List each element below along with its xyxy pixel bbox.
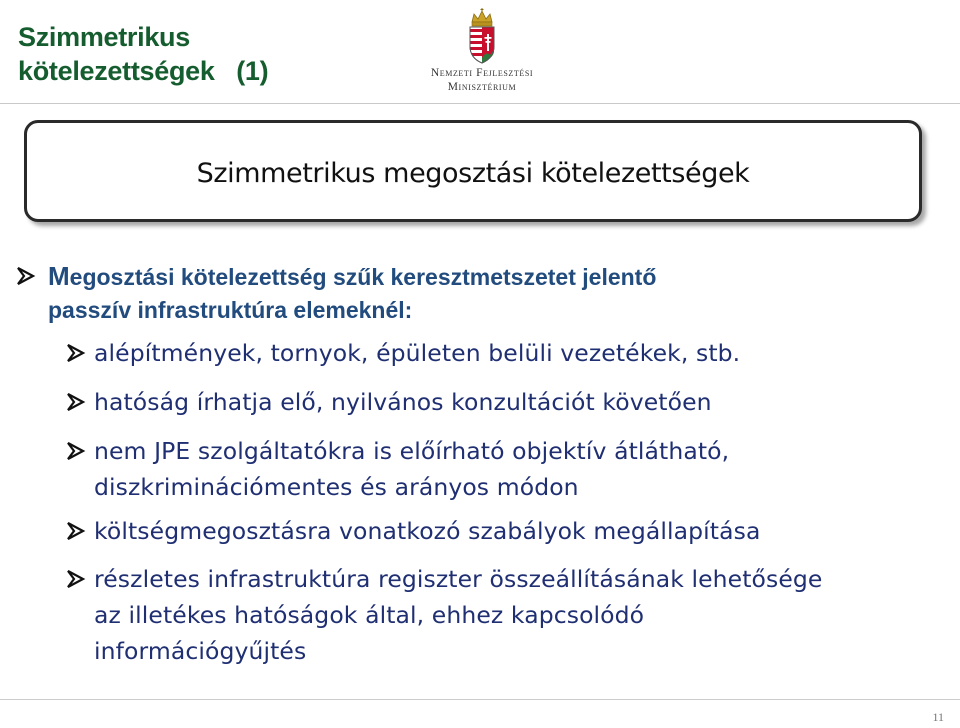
- main-bullet-line-2: passzív infrastruktúra elemeknél:: [48, 297, 413, 323]
- sub-bullet-5-line-3: információgyűjtés: [94, 637, 307, 665]
- arrow-bullet-icon: [16, 266, 36, 286]
- sub-bullet-3-line-2: diszkriminációmentes és arányos módon: [94, 473, 579, 501]
- sub-bullet-4: [94, 513, 944, 549]
- sub-bullet-3-line-1: nem JPE szolgáltatókra is előírható objektív átlátható,: [94, 437, 730, 465]
- arrow-bullet-icon: [66, 343, 86, 363]
- ministry-logo-text: [412, 66, 552, 94]
- sub-bullet-2: [94, 384, 944, 420]
- sub-bullet-1-line-1: alépítmények, tornyok, épületen belüli vezetékek, stb.: [94, 339, 741, 367]
- slide-title: [18, 20, 268, 88]
- page-number: 11: [932, 710, 944, 724]
- sub-bullet-2-line-1: hatóság írhatja elő, nyilvános konzultációt követően: [94, 388, 712, 416]
- ministry-logo: [412, 6, 552, 96]
- slide-title-line-2: kötelezettségek (1): [18, 56, 269, 86]
- sub-bullet-5: [94, 561, 944, 669]
- main-bullet: [48, 260, 928, 327]
- arrow-bullet-icon: [66, 392, 86, 412]
- slide-header: [0, 0, 960, 104]
- ministry-logo-line-1: Nemzeti Fejlesztési: [430, 67, 534, 79]
- sub-bullet-5-line-2: az illetékes hatóságok által, ehhez kapcsolódó: [94, 601, 645, 629]
- arrow-bullet-icon: [66, 521, 86, 541]
- section-title: Szimmetrikus megosztási kötelezettségek: [196, 157, 750, 189]
- main-bullet-initial: M: [48, 261, 70, 291]
- sub-bullet-5-line-1: részletes infrastruktúra regiszter összeállításának lehetősége: [94, 565, 823, 593]
- sub-bullet-3: [94, 433, 944, 505]
- ministry-logo-line-2: Minisztérium: [447, 81, 517, 93]
- main-bullet-line-1: [48, 260, 928, 294]
- arrow-bullet-icon: [66, 441, 86, 461]
- slide-title-line-1: Szimmetrikus: [18, 22, 190, 52]
- arrow-bullet-icon: [66, 569, 86, 589]
- sub-bullet-4-line-1: költségmegosztásra vonatkozó szabályok megállapítása: [94, 517, 761, 545]
- section-title-box: [24, 120, 922, 222]
- hungarian-coat-of-arms-icon: [464, 8, 500, 64]
- main-bullet-line-1-text: egosztási kötelezettség szűk keresztmetszetet jelentő: [69, 264, 657, 290]
- sub-bullet-1: [94, 335, 944, 371]
- footer-divider: [0, 699, 960, 700]
